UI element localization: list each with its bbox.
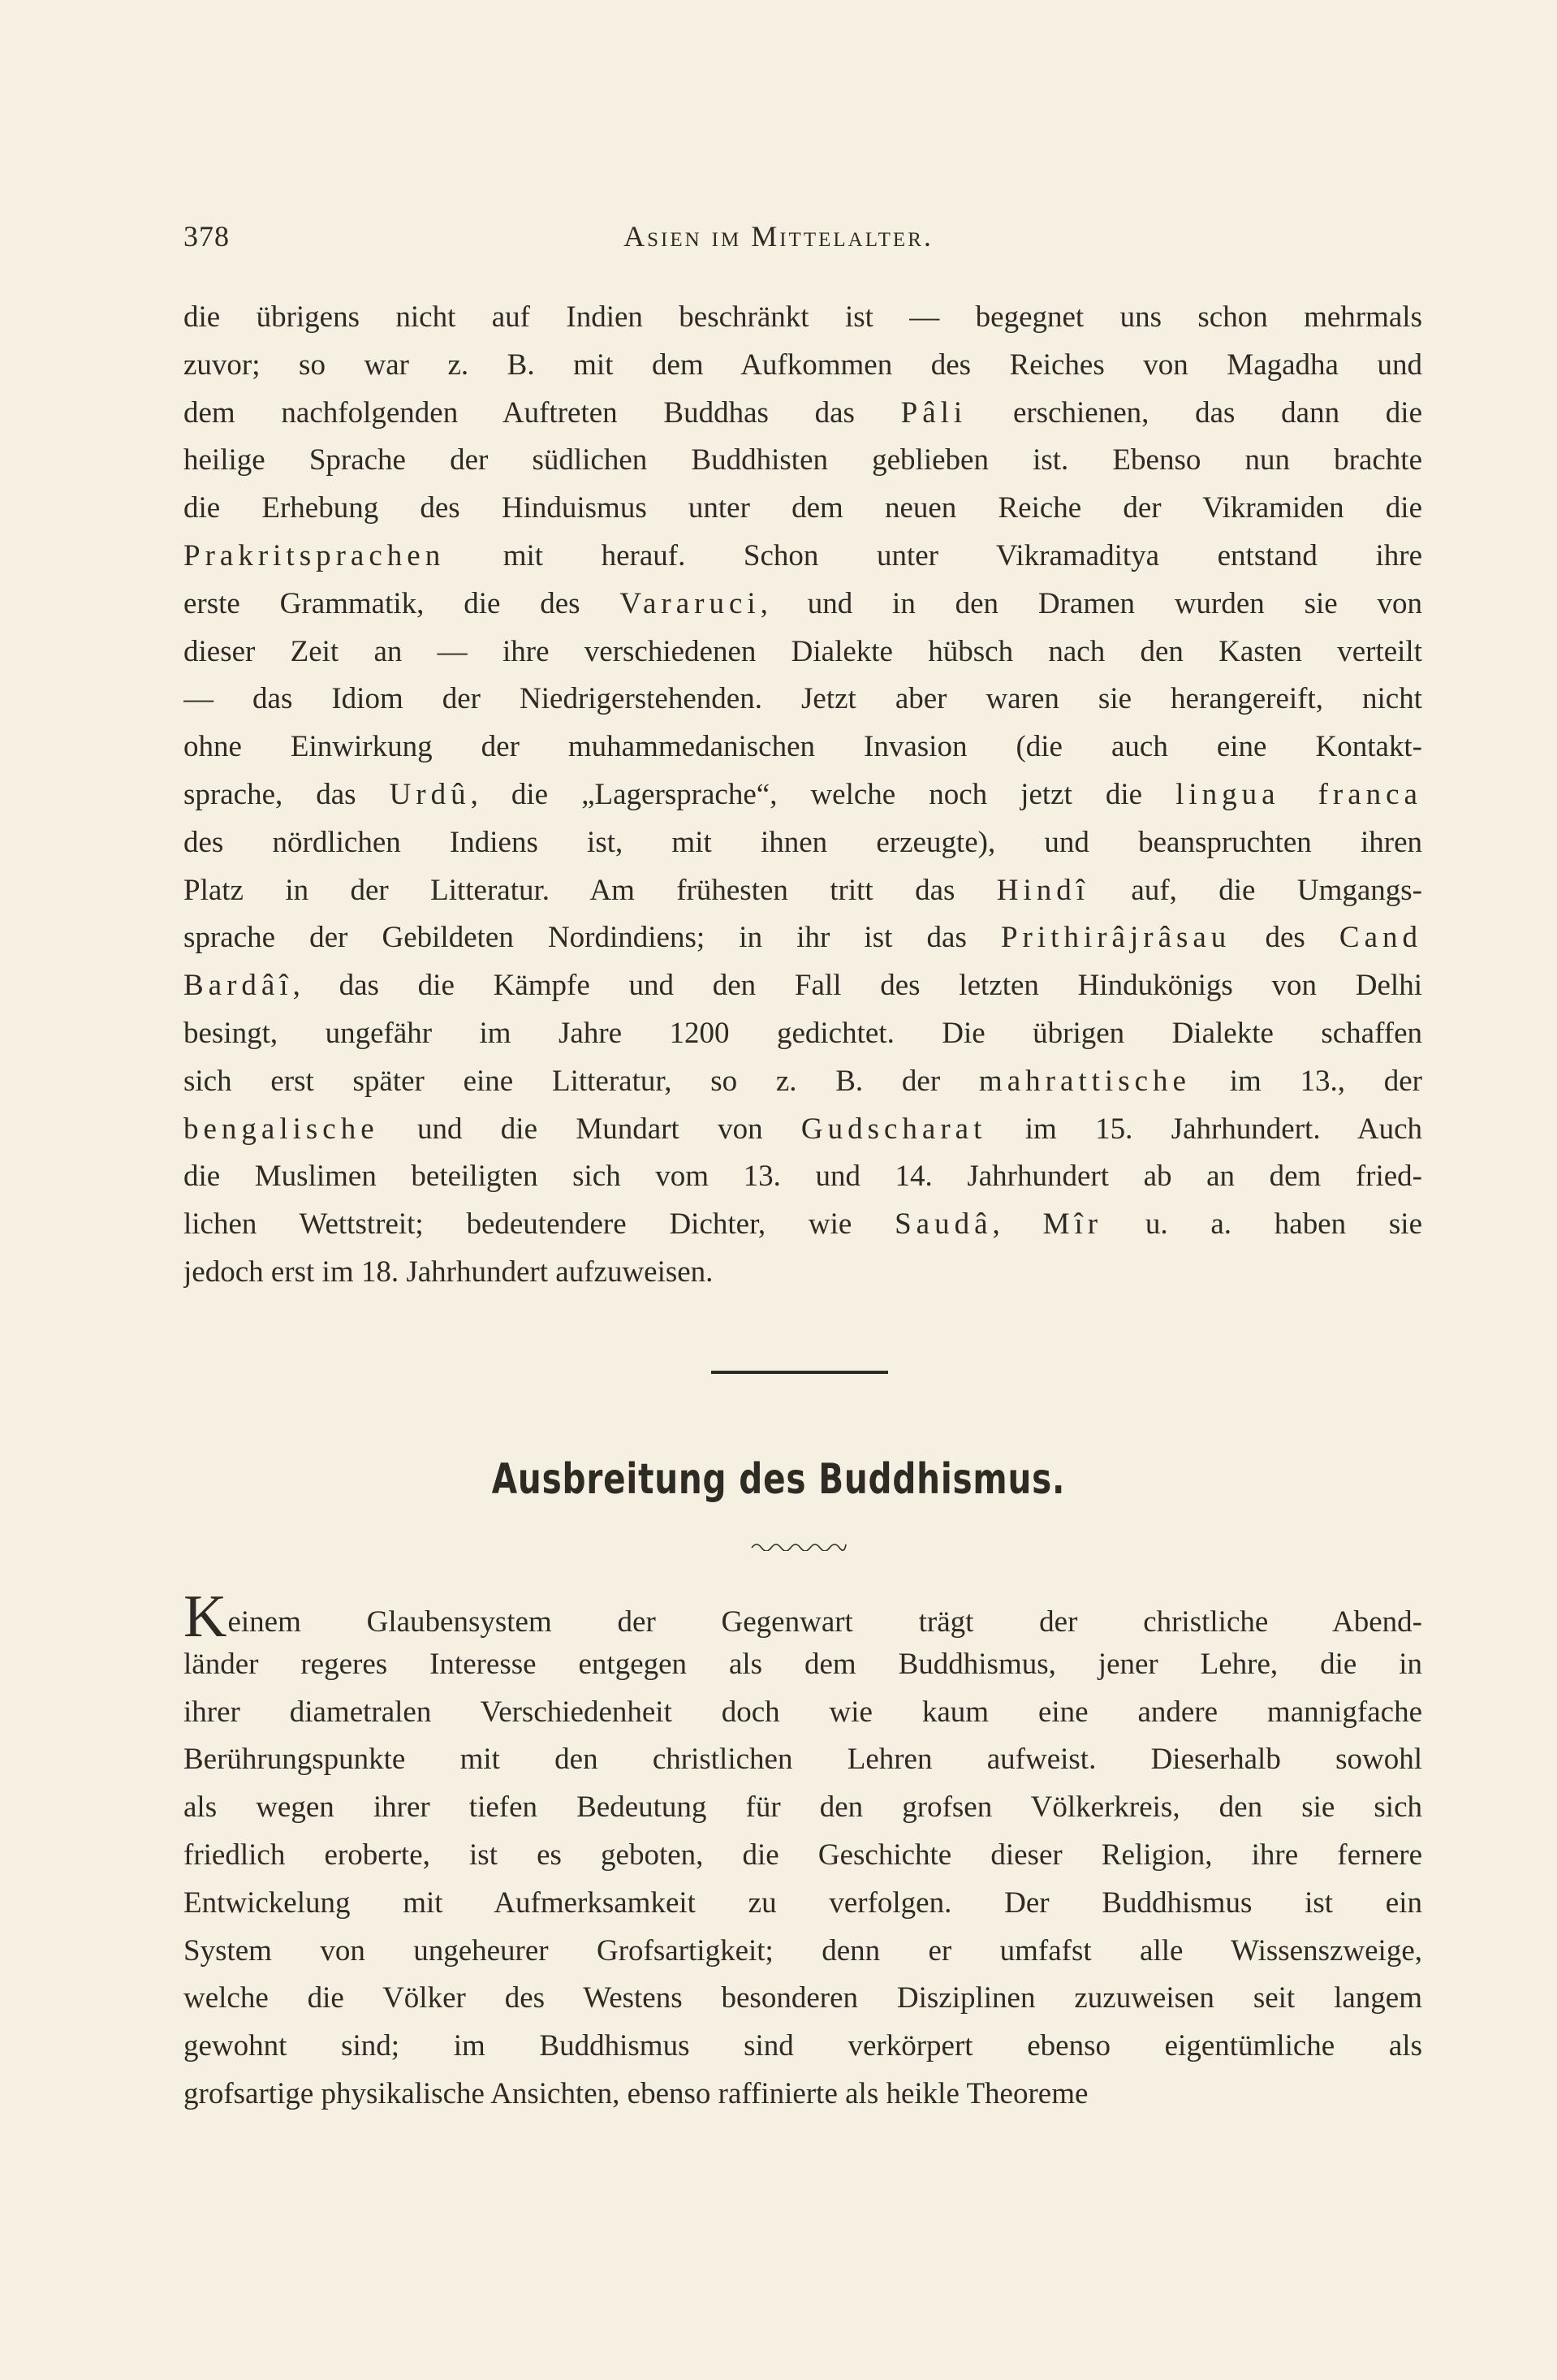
text-run: friedlich eroberte, ist es geboten, die Geschichte dieser Religion, ihre fernere: [183, 1838, 1422, 1872]
text-line: [183, 1832, 1422, 1880]
text-run: die Erhebung des Hinduismus unter dem neuen Reiche der Vikramiden die: [183, 491, 1422, 525]
text-line: [183, 962, 1422, 1010]
text-line: [183, 1880, 1422, 1928]
text-run: jedoch erst im 18. Jahrhundert aufzuweisen.: [183, 1255, 714, 1289]
text-line: [183, 914, 1422, 962]
text-line: [183, 2071, 1422, 2119]
text-run: zuvor; so war z. B. mit dem Aufkommen des Reiches von Magadha und: [183, 348, 1422, 382]
text-run: dem nachfolgenden Auftreten Buddhas das: [183, 395, 901, 430]
text-run: auf, die Umgangs-: [1089, 873, 1422, 907]
text-line: [183, 1641, 1422, 1689]
text-run: Berührungspunkte mit den christlichen Lehren aufweist. Dieserhalb sowohl: [183, 1743, 1422, 1777]
spaced-term: Cand: [1339, 921, 1422, 955]
spaced-term: Bardâî: [183, 969, 293, 1003]
text-run: ,: [992, 1207, 1043, 1242]
spaced-term: Urdû: [389, 777, 471, 811]
text-line: [183, 819, 1422, 867]
text-run: ihrer diametralen Verschiedenheit doch wie kaum eine andere mannigfache: [183, 1695, 1422, 1729]
text-run: ohne Einwirkung der muhammedanischen Invasion (die auch eine Kontakt-: [183, 730, 1422, 764]
text-line: [183, 771, 1422, 819]
text-run: Platz in der Litteratur. Am frühesten tritt das: [183, 873, 997, 907]
text-run: als wegen ihrer tiefen Bedeutung für den grofsen Völkerkreis, den sie sich: [183, 1790, 1422, 1825]
section-paragraph: [183, 1593, 1422, 2119]
text-run: , und in den Dramen wurden sie von: [760, 586, 1422, 620]
text-line: [183, 533, 1422, 581]
spaced-term: Mîr: [1042, 1207, 1103, 1242]
text-line: [183, 2023, 1422, 2071]
text-run: einem Glaubensystem der Gegenwart trägt der christliche Abend-: [227, 1605, 1422, 1639]
text-run: des: [1231, 921, 1339, 955]
text-run: welche die Völker des Westens besonderen Disziplinen zuzuweisen seit langem: [183, 1981, 1422, 2015]
text-line: [183, 1736, 1422, 1784]
spaced-term: Pâli: [900, 395, 968, 430]
text-line: [183, 1928, 1422, 1976]
section-title: Ausbreitung des Buddhismus.: [491, 1455, 1066, 1504]
text-run: , das die Kämpfe und den Fall des letzten Hindukönigs von Delhi: [292, 969, 1422, 1003]
text-run: die übrigens nicht auf Indien beschränkt ist — begegnet uns schon mehrmals: [183, 300, 1422, 334]
text-line: [183, 1249, 1422, 1297]
spaced-term: Prakritsprachen: [183, 538, 446, 572]
text-run: System von ungeheurer Grofsartigkeit; denn er umfafst alle Wissenszweige,: [183, 1933, 1422, 1967]
spaced-term: bengalische: [183, 1112, 379, 1146]
text-run: mit herauf. Schon unter Vikramaditya entstand ihre: [445, 538, 1422, 572]
text-line: [183, 676, 1422, 724]
top-paragraph: [183, 294, 1422, 1297]
ornament-flourish: [750, 1540, 848, 1551]
text-run: — das Idiom der Niedrigerstehenden. Jetzt aber waren sie herangereift, nicht: [183, 682, 1422, 716]
text-line: [183, 1153, 1422, 1201]
spaced-term: mahrattische: [978, 1064, 1191, 1098]
text-run: sprache der Gebildeten Nordindiens; in ihr ist das: [183, 921, 1001, 955]
text-line: [183, 1201, 1422, 1249]
text-run: u. a. haben sie: [1102, 1207, 1422, 1242]
text-line: [183, 628, 1422, 676]
text-run: erschienen, das dann die: [967, 395, 1422, 430]
text-line: [183, 390, 1422, 438]
text-line: [183, 867, 1422, 915]
spaced-term: Gudscharat: [800, 1112, 987, 1146]
text-run: die Muslimen beteiligten sich vom 13. und 14. Jahrhundert ab an dem fried-: [183, 1160, 1422, 1194]
text-run: im 15. Jahrhundert. Auch: [986, 1112, 1422, 1146]
text-line: [183, 1975, 1422, 2023]
text-run: Entwickelung mit Aufmerksamkeit zu verfolgen. Der Buddhismus ist ein: [183, 1885, 1422, 1920]
text-line: [183, 1010, 1422, 1058]
text-line: [183, 581, 1422, 628]
spaced-term: Saudâ: [895, 1207, 993, 1242]
text-run: grofsartige physikalische Ansichten, ebenso raffinierte als heikle Theoreme: [183, 2076, 1089, 2110]
text-line: [183, 1058, 1422, 1106]
spaced-term: Prithirâjrâsau: [1000, 921, 1231, 955]
running-head: Asien im Mittelalter.: [623, 220, 934, 253]
text-line: [183, 1784, 1422, 1832]
text-run: sprache, das: [183, 777, 390, 811]
text-line: [183, 485, 1422, 533]
text-line: [183, 724, 1422, 771]
text-line: [183, 1689, 1422, 1737]
text-line: [183, 1106, 1422, 1154]
text-run: gewohnt sind; im Buddhismus sind verkörpert ebenso eigentümliche als: [183, 2029, 1422, 2063]
page-number: 378: [183, 220, 230, 253]
text-line: [183, 437, 1422, 485]
spaced-term: lingua franca: [1175, 777, 1422, 811]
section-divider-rule: [711, 1371, 888, 1374]
spaced-term: Vararuci: [619, 586, 761, 620]
text-run: sich erst später eine Litteratur, so z. B. der: [183, 1064, 979, 1098]
text-run: dieser Zeit an — ihre verschiedenen Dialekte hübsch nach den Kasten verteilt: [183, 634, 1422, 668]
text-line: [183, 1593, 1422, 1641]
text-line: [183, 342, 1422, 390]
text-run: länder regeres Interesse entgegen als dem Buddhismus, jener Lehre, die in: [183, 1647, 1422, 1681]
text-run: und die Mundart von: [378, 1112, 801, 1146]
text-run: erste Grammatik, die des: [183, 586, 620, 620]
text-line: [183, 294, 1422, 342]
text-run: lichen Wettstreit; bedeutendere Dichter, wie: [183, 1207, 895, 1242]
text-run: , die „Lagersprache“, welche noch jetzt die: [470, 777, 1176, 811]
text-run: heilige Sprache der südlichen Buddhisten geblieben ist. Ebenso nun brachte: [183, 443, 1422, 477]
text-run: des nördlichen Indiens ist, mit ihnen erzeugte), und beanspruchten ihren: [183, 825, 1422, 859]
drop-initial: K: [183, 1593, 227, 1641]
text-run: im 13., der: [1190, 1064, 1422, 1098]
spaced-term: Hindî: [996, 873, 1090, 907]
text-run: besingt, ungefähr im Jahre 1200 gedichtet. Die übrigen Dialekte schaffen: [183, 1016, 1422, 1050]
